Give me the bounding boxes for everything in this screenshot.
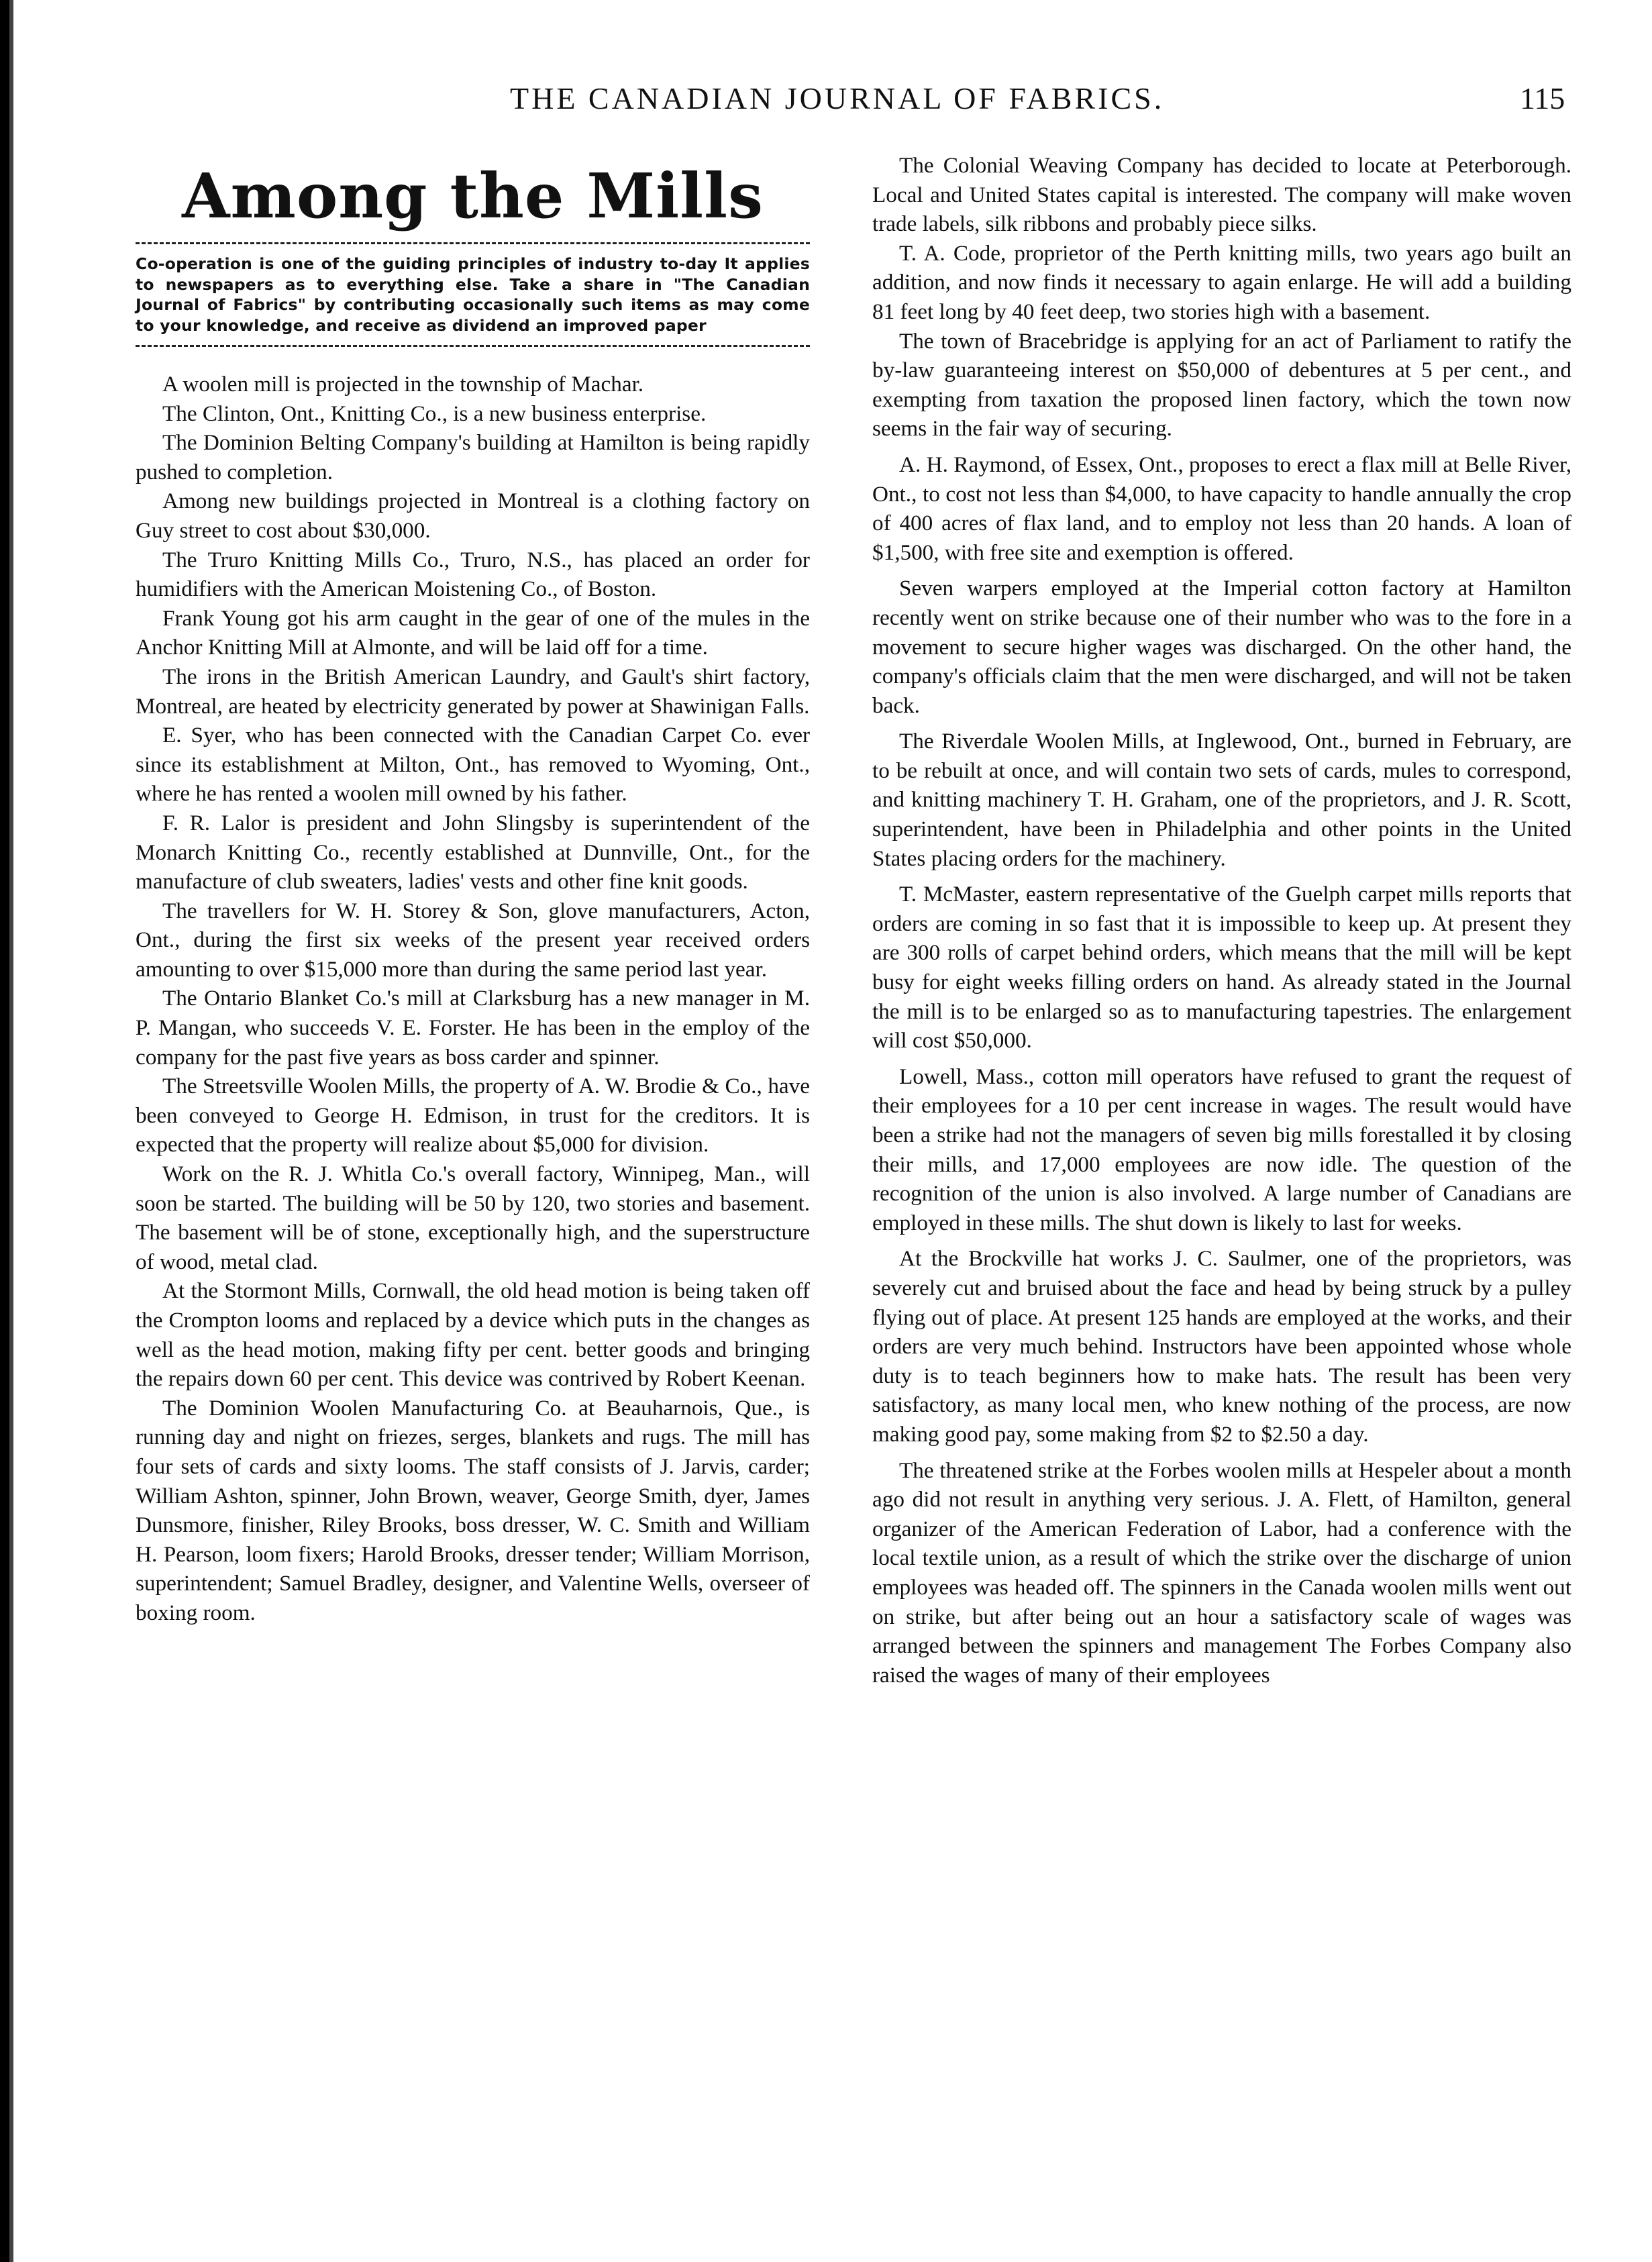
news-item: T. A. Code, proprietor of the Perth knitting mills, two years ago built an addition, and now finds it necessary to again enlarge. He will add a building 81 feet long by 40 feet deep, two stories high with a basement. xyxy=(872,240,1571,324)
news-item: The Colonial Weaving Company has decided to locate at Peterborough. Local and United States capital is interested. The company will make woven trade labels, silk ribbons and probably piece silks. xyxy=(872,153,1571,237)
news-item: Among new buildings projected in Montreal is a clothing factory on Guy street to cost about $30,000. xyxy=(136,489,810,543)
section-title: Among the Mills xyxy=(182,160,764,232)
news-item: E. Syer, who has been connected with the Canadian Carpet Co. ever since its establishment at Milton, Ont., has removed to Wyoming, Ont., where he has rented a woolen mill owned by his father. xyxy=(136,723,810,807)
section-intro: Co-operation is one of the guiding principles of industry to-day It applies to newspapers as to everything else. Take a share in "The Canadian Journal of Fabrics" by contributing occasionally such items as may come to your knowledge, and receive as dividend an improved paper xyxy=(136,254,810,335)
news-item: Work on the R. J. Whitla Co.'s overall factory, Winnipeg, Man., will soon be started. The building will be 50 by 120, two stories and basement. The basement will be of stone, exceptionally high, and the superstructure of wood, metal clad. xyxy=(136,1162,810,1274)
news-item: The Truro Knitting Mills Co., Truro, N.S., has placed an order for humidifiers with the American Moistening Co., of Boston. xyxy=(136,547,810,602)
news-item: The Riverdale Woolen Mills, at Inglewood, Ont., burned in February, are to be rebuilt at once, and will contain two sets of cards, mules to correspond, and knitting machinery T. H. Graham, one of the proprietors, and J. R. Scott, superintendent, have been in Philadelphia and other points in the United States placing orders for the machinery. xyxy=(872,729,1571,871)
news-item: The Clinton, Ont., Knitting Co., is a new business enterprise. xyxy=(162,401,707,426)
news-item: The Dominion Belting Company's building at Hamilton is being rapidly pushed to completion. xyxy=(136,430,810,484)
news-item: The threatened strike at the Forbes woolen mills at Hespeler about a month ago did not result in anything very serious. J. A. Flett, of Hamilton, general organizer of the American Federation of Labor, had a conference with the local textile union, as a result of which the strike over the discharge of union employees was headed off. The spinners in the Canada woolen mills went out on strike, but after being out an hour a satisfactory scale of wages was arranged between the spinners and management The Forbes Company also raised the wages of many of their employees xyxy=(872,1457,1571,1688)
news-item: The Ontario Blanket Co.'s mill at Clarksburg has a new manager in M. P. Mangan, who succeeds V. E. Forster. He has been in the employ of the company for the past five years as boss carder and spinner. xyxy=(136,986,810,1070)
news-item: F. R. Lalor is president and John Slingsby is superintendent of the Monarch Knitting Co., recently established at Dunnville, Ont., for the manufacture of club sweaters, ladies' vests and other fine knit goods. xyxy=(136,810,810,894)
title-rule xyxy=(136,242,810,244)
news-item: The Dominion Woolen Manufacturing Co. at Beauharnois, Que., is running day and night on friezes, serges, blankets and rugs. The mill has four sets of cards and sixty looms. The staff consists of J. Jarvis, carder; William Ashton, spinner, John Brown, weaver, George Smith, dyer, James Dunsmore, finisher, Riley Brooks, boss dresser, W. C. Smith and William H. Pearson, loom fixers; Harold Brooks, dresser tender; William Morrison, superintendent; Samuel Bradley, designer, and Valentine Wells, overseer of boxing room. xyxy=(136,1395,810,1625)
news-item: Frank Young got his arm caught in the gear of one of the mules in the Anchor Knitting Mill at Almonte, and will be laid off for a time. xyxy=(136,605,810,660)
news-item: At the Brockville hat works J. C. Saulmer, one of the proprietors, was severely cut and bruised about the face and head by being struck by a pulley flying out of place. At present 125 hands are employed at the works, and their orders are very much behind. Instructors have been appointed whose whole duty is to teach beginners how to make hats. The result has been very satisfactory, as many local men, who knew nothing of the process, are now making good pay, some making from $2 to $2.50 a day. xyxy=(872,1246,1571,1447)
intro-rule xyxy=(136,345,810,347)
page-number: 115 xyxy=(1520,81,1565,115)
news-item: A. H. Raymond, of Essex, Ont., proposes to erect a flax mill at Belle River, Ont., to cost not less than $4,000, to have capacity to handle annually the crop of 400 acres of flax land, and to employ not less than 20 hands. A loan of $1,500, with free site and exemption is offered. xyxy=(872,452,1571,565)
news-item: T. McMaster, eastern representative of the Guelph carpet mills reports that orders are coming in so fast that it is impossible to keep up. At present they are 300 rolls of carpet behind orders, which means that the mill will be kept busy for eight weeks filling orders on hand. As already stated in the Journal the mill is to be enlarged so as to manufacturing tapestries. The enlargement will cost $50,000. xyxy=(872,882,1571,1053)
news-item: The travellers for W. H. Storey & Son, glove manufacturers, Acton, Ont., during the first six weeks of the present year received orders amounting to over $15,000 more than during the same period last year. xyxy=(136,898,810,982)
left-column xyxy=(136,151,810,1628)
news-item: The town of Bracebridge is applying for an act of Parliament to ratify the by-law guaranteeing interest on $50,000 of debentures at 5 per cent., and exempting from taxation the proposed linen factory, which the town now seems in the fair way of securing. xyxy=(872,328,1571,442)
news-item: Lowell, Mass., cotton mill operators have refused to grant the request of their employees for a 10 per cent increase in wages. The result would have been a strike had not the managers of seven big mills forestalled it by closing their mills, and 17,000 employees are now idle. The question of the recognition of the union is also involved. A large number of Canadians are employed in these mills. The shut down is likely to last for weeks. xyxy=(872,1064,1571,1235)
journal-title: THE CANADIAN JOURNAL OF FABRICS. xyxy=(510,81,1165,115)
news-item: At the Stormont Mills, Cornwall, the old head motion is being taken off the Crompton looms and replaced by a device which puts in the changes as well as the head motion, making fifty per cent. better goods and bringing the repairs down 60 per cent. This device was contrived by Robert Keenan. xyxy=(136,1278,810,1392)
right-column xyxy=(872,151,1571,1696)
news-item: The Streetsville Woolen Mills, the property of A. W. Brodie & Co., have been conveyed to George H. Edmison, in trust for the creditors. It is expected that the property will realize about $5,000 for division. xyxy=(136,1074,810,1158)
binding-edge xyxy=(0,0,9,2262)
news-item: Seven warpers employed at the Imperial cotton factory at Hamilton recently went on strike because one of their number who was to the fore in a movement to secure higher wages was discharged. On the other hand, the company's officials claim that the men were discharged, and will not be taken back. xyxy=(872,576,1571,718)
news-item: A woolen mill is projected in the township of Machar. xyxy=(162,372,644,397)
binding-shadow xyxy=(9,0,13,2262)
news-item: The irons in the British American Laundry, and Gault's shirt factory, Montreal, are heated by electricity generated by power at Shawinigan Falls. xyxy=(136,664,810,719)
